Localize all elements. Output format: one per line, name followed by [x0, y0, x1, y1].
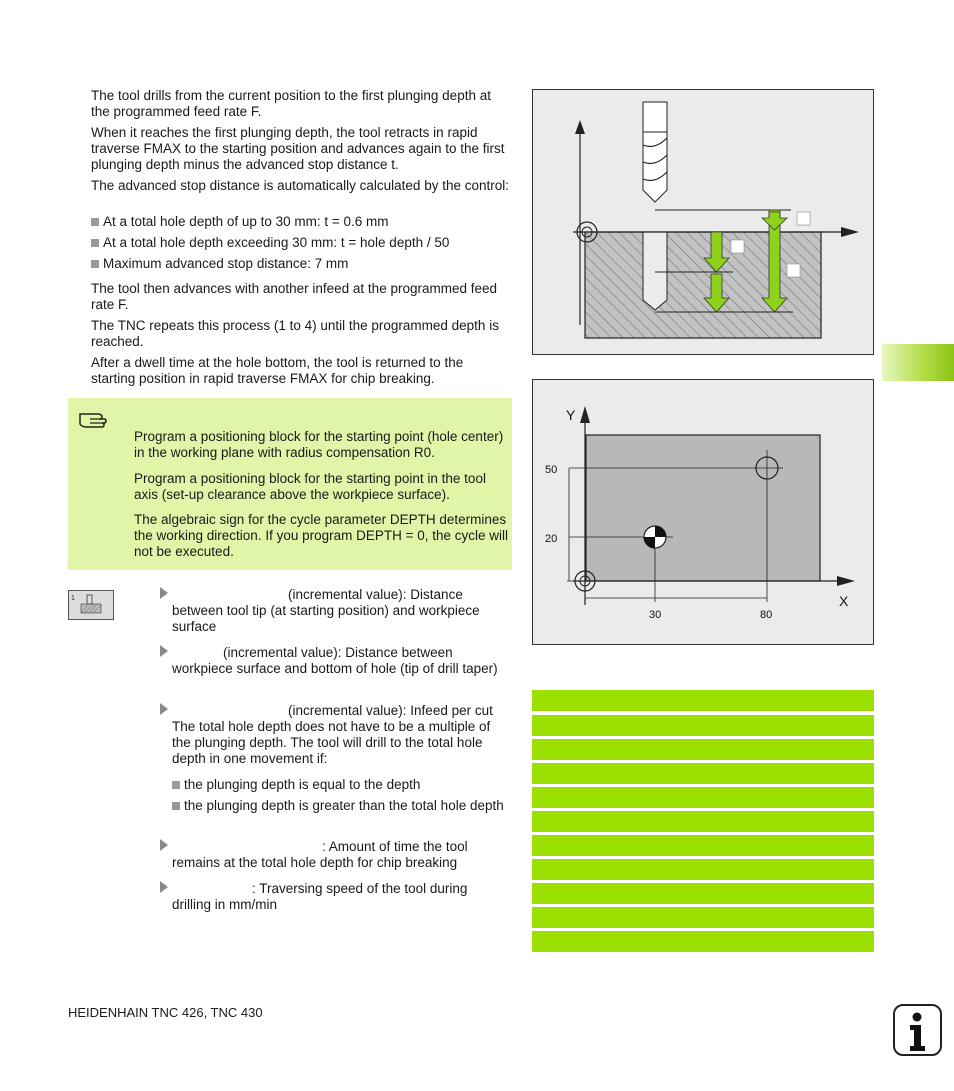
plunge-note: The total hole depth does not have to be a multiple of the plunging depth. The tool will drill to the total hole depth in one movement if: — [172, 719, 491, 766]
param-feed-rate: : Traversing speed of the tool during drilling in mm/min — [172, 881, 468, 912]
table-row — [532, 931, 874, 952]
info-icon[interactable] — [893, 1004, 942, 1056]
table-row — [532, 763, 874, 784]
parameter-arrow-icon — [160, 645, 168, 657]
footer-text: HEIDENHAIN TNC 426, TNC 430 — [68, 1005, 263, 1020]
x-tick-30: 30 — [649, 609, 662, 621]
cycle-thumbnail-icon — [68, 590, 114, 620]
param-plunging-depth: (incremental value): Infeed per cut — [288, 703, 493, 718]
y-axis-label: Y — [566, 407, 576, 423]
y-tick-20: 20 — [545, 533, 558, 545]
parameter-arrow-icon — [160, 703, 168, 715]
intro-paragraph-3: The advanced stop distance is automatically calculated by the control: — [91, 178, 509, 193]
table-row — [532, 690, 874, 711]
note-box — [68, 398, 512, 570]
bullet-icon — [91, 218, 99, 226]
rule-item-3: Maximum advanced stop distance: 7 mm — [91, 256, 511, 272]
working-plane-diagram — [532, 379, 874, 645]
table-row — [532, 787, 874, 808]
table-row — [532, 715, 874, 736]
pointing-hand-icon — [78, 408, 112, 430]
parameter-arrow-icon — [160, 839, 168, 851]
chapter-tab[interactable] — [882, 344, 954, 381]
intro-paragraph-1: The tool drills from the current position to the first plunging depth at the programmed feed rate F. — [91, 88, 491, 119]
rule-item-2: At a total hole depth exceeding 30 mm: t = hole depth / 50 — [91, 235, 511, 251]
x-axis-label: X — [839, 593, 849, 609]
y-tick-50: 50 — [545, 464, 558, 476]
table-row — [532, 883, 874, 904]
table-row — [532, 811, 874, 832]
bullet-icon — [172, 781, 180, 789]
plunge-condition-2: the plunging depth is greater than the total hole depth — [172, 798, 516, 814]
param-setup-clearance: (incremental value): Distance between tool tip (at starting position) and workpiece surface — [172, 587, 480, 634]
table-row — [532, 739, 874, 760]
table-row — [532, 835, 874, 856]
note-paragraph-3: The algebraic sign for the cycle parameter DEPTH determines the working direction. If you program DEPTH = 0, the cycle will not be executed. — [134, 512, 509, 559]
bullet-icon — [91, 260, 99, 268]
after-paragraph-1: The tool then advances with another infeed at the programmed feed rate F. — [91, 281, 498, 312]
bullet-icon — [172, 802, 180, 810]
note-paragraph-2: Program a positioning block for the starting point in the tool axis (set-up clearance above the workpiece surface). — [134, 471, 486, 502]
drilling-diagram — [532, 89, 874, 355]
after-paragraph-3: After a dwell time at the hole bottom, the tool is returned to the starting position in rapid traverse FMAX for chip breaking. — [91, 355, 464, 386]
rule-item-1: At a total hole depth of up to 30 mm: t = 0.6 mm — [91, 214, 511, 230]
bullet-icon — [91, 239, 99, 247]
parameter-arrow-icon — [160, 587, 168, 599]
intro-paragraph-2: When it reaches the first plunging depth, the tool retracts in rapid traverse FMAX to the starting position and advances again to the first plunging depth minus the advanced stop distance t. — [91, 125, 505, 172]
table-row — [532, 907, 874, 928]
after-paragraph-2: The TNC repeats this process (1 to 4) until the programmed depth is reached. — [91, 318, 499, 349]
table-row — [532, 859, 874, 880]
plunge-condition-1: the plunging depth is equal to the depth — [172, 777, 510, 793]
svg-text:1: 1 — [71, 595, 75, 602]
param-depth: (incremental value): Distance between workpiece surface and bottom of hole (tip of drill taper) — [172, 645, 498, 676]
param-dwell-time: : Amount of time the tool remains at the total hole depth for chip breaking — [172, 839, 468, 870]
x-tick-80: 80 — [760, 609, 773, 621]
note-paragraph-1: Program a positioning block for the starting point (hole center) in the working plane with radius compensation R0. — [134, 429, 504, 460]
parameter-arrow-icon — [160, 881, 168, 893]
